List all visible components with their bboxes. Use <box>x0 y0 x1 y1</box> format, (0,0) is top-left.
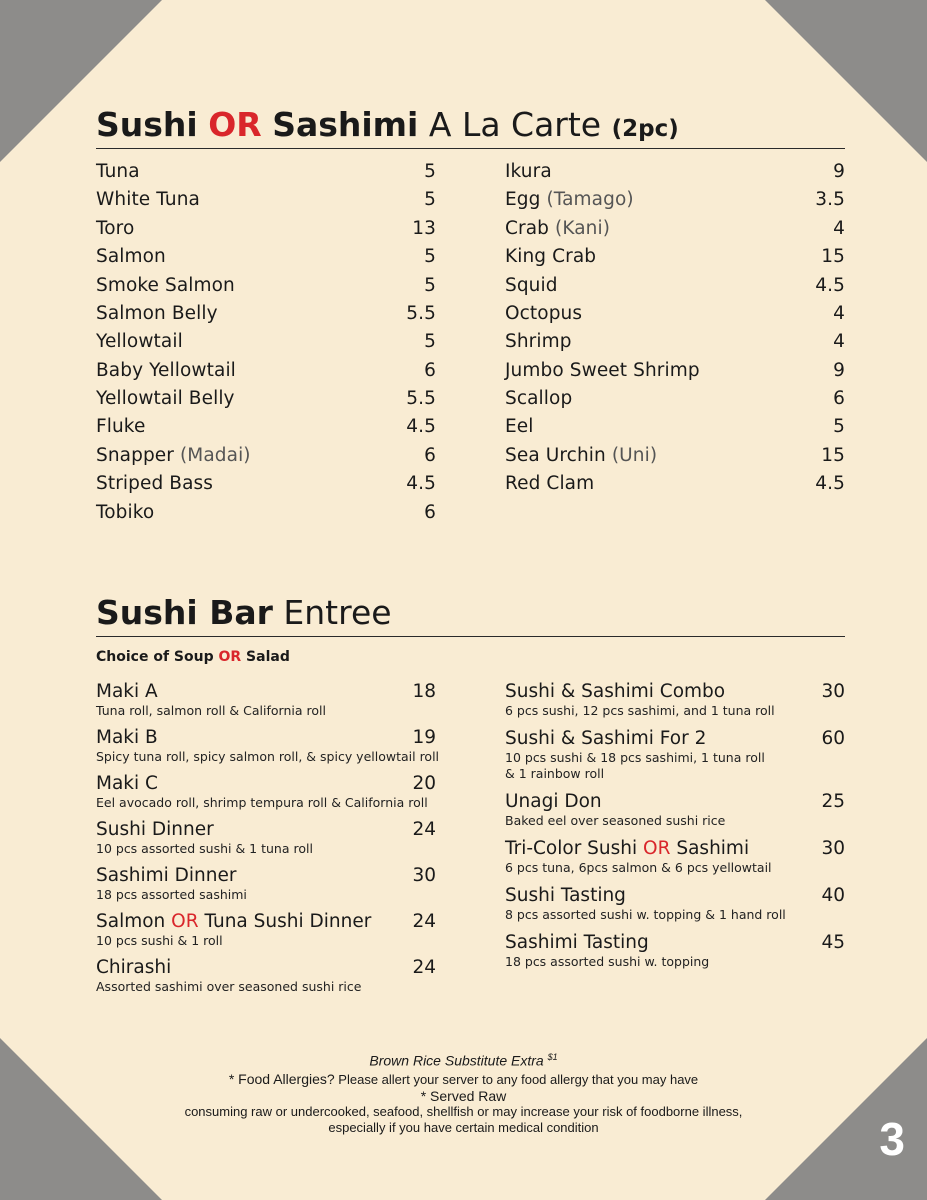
entree-left-column <box>96 680 440 1003</box>
entree-item <box>96 726 440 765</box>
item-name: Salmon Belly <box>96 302 218 324</box>
entree-header <box>96 865 436 887</box>
item-name: Snapper (Madai) <box>96 444 251 466</box>
item-price: 9 <box>833 359 845 381</box>
item-price: 4.5 <box>406 473 436 495</box>
entree-name: Sushi & Sashimi Combo <box>505 680 726 702</box>
entree-item <box>505 838 845 876</box>
menu-item <box>505 275 845 303</box>
entree-price: 18 <box>412 680 436 702</box>
entree-header <box>96 819 436 841</box>
item-name: Red Clam <box>505 473 595 495</box>
entree-name: Tri-Color Sushi OR Sashimi <box>505 837 750 859</box>
item-price: 5 <box>424 274 436 296</box>
menu-item <box>96 161 436 189</box>
entree-price: 25 <box>821 790 845 812</box>
item-name: Yellowtail Belly <box>96 388 235 410</box>
entree-price: 24 <box>412 818 436 840</box>
entree-item <box>505 728 845 782</box>
menu-item <box>96 360 436 388</box>
menu-item <box>505 473 845 501</box>
entree-header <box>96 911 436 933</box>
entree-price: 24 <box>412 910 436 932</box>
entree-description: 10 pcs sushi & 1 roll <box>96 932 223 948</box>
item-price: 13 <box>412 217 436 239</box>
entree-item <box>505 932 845 970</box>
entree-description: & 1 rainbow roll <box>505 765 605 781</box>
entree-right-column <box>505 681 845 1003</box>
menu-item <box>96 246 436 274</box>
entree-price: 30 <box>821 837 845 859</box>
entree-header <box>505 728 845 750</box>
item-name: Tobiko <box>96 501 155 523</box>
footer-notes <box>96 1049 831 1136</box>
item-name: White Tuna <box>96 189 200 211</box>
entree-item <box>96 957 436 995</box>
entree-price: 45 <box>821 931 845 953</box>
item-name: Eel <box>505 416 534 438</box>
entree-item <box>96 819 436 857</box>
entree-name: Sushi & Sashimi For 2 <box>505 727 707 749</box>
entree-name: Sushi Dinner <box>96 818 214 840</box>
entree-name: Unagi Don <box>505 790 602 812</box>
entree-item <box>96 865 436 903</box>
menu-item <box>505 189 845 217</box>
entree-header <box>96 957 436 979</box>
menu-item <box>505 445 845 473</box>
item-price: 9 <box>833 160 845 182</box>
entree-header <box>505 681 845 703</box>
item-price: 4.5 <box>815 473 845 495</box>
entree-description: 8 pcs assorted sushi w. topping & 1 hand roll <box>505 906 786 922</box>
item-price: 5.5 <box>406 388 436 410</box>
item-name: Toro <box>96 217 135 239</box>
menu-item <box>96 303 436 331</box>
entree-description: Baked eel over seasoned sushi rice <box>505 812 726 828</box>
item-note: (Tamago) <box>546 189 634 211</box>
entree-description: Assorted sashimi over seasoned sushi rice <box>96 978 362 994</box>
entree-section <box>96 594 845 1003</box>
item-price: 5.5 <box>406 302 436 324</box>
item-price: 5 <box>424 189 436 211</box>
a-la-carte-section <box>96 106 845 530</box>
item-name: Baby Yellowtail <box>96 359 236 381</box>
entree-name: Sashimi Tasting <box>505 931 649 953</box>
entree-header <box>96 773 436 795</box>
entree-name: Salmon OR Tuna Sushi Dinner <box>96 910 372 932</box>
served-raw-line: especially if you have certain medical condition <box>328 1119 599 1135</box>
item-name: Scallop <box>505 388 573 410</box>
entree-price: 19 <box>412 726 436 748</box>
item-name: Crab (Kani) <box>505 217 611 239</box>
entree-item <box>96 911 436 949</box>
menu-item <box>505 416 845 444</box>
entree-description: 18 pcs assorted sushi w. topping <box>505 953 710 969</box>
a-la-carte-right-column <box>505 161 845 530</box>
entree-description: Spicy tuna roll, spicy salmon roll, & spicy yellowtail roll <box>96 748 440 764</box>
menu-item <box>505 388 845 416</box>
item-price: 3.5 <box>815 189 845 211</box>
entree-description: Tuna roll, salmon roll & California roll <box>96 702 326 718</box>
entree-item <box>505 885 845 923</box>
entree-header <box>505 885 845 907</box>
item-name: Fluke <box>96 416 146 438</box>
item-name: Tuna <box>96 160 140 182</box>
item-note: (Kani) <box>555 217 611 239</box>
entree-name: Maki C <box>96 772 158 794</box>
item-price: 4 <box>833 217 845 239</box>
entree-title: Sushi Bar Entree <box>96 594 845 637</box>
page-number: 3 <box>879 1113 905 1165</box>
entree-price: 20 <box>412 772 436 794</box>
a-la-carte-left-column <box>96 161 436 530</box>
item-price: 6 <box>424 359 436 381</box>
menu-item <box>505 218 845 246</box>
menu-item <box>505 303 845 331</box>
entree-name: Maki B <box>96 726 158 748</box>
item-price: 6 <box>424 501 436 523</box>
item-name: Squid <box>505 274 558 296</box>
item-price: 15 <box>821 246 845 268</box>
item-name: Egg (Tamago) <box>505 189 634 211</box>
entree-name: Maki A <box>96 680 158 702</box>
entree-price: 30 <box>821 680 845 702</box>
entree-name: Sushi Tasting <box>505 884 626 906</box>
brown-rice-note: Brown Rice Substitute Extra $^{\$1}$ <box>369 1052 558 1069</box>
entree-header <box>505 791 845 813</box>
soup-salad-choice: Choice of Soup OR Salad <box>96 648 290 665</box>
item-price: 6 <box>833 388 845 410</box>
entree-header <box>96 681 436 703</box>
menu-item <box>505 246 845 274</box>
entree-description: Eel avocado roll, shrimp tempura roll & California roll <box>96 794 428 810</box>
menu-item <box>96 416 436 444</box>
entree-name: Chirashi <box>96 956 172 978</box>
item-price: 4.5 <box>406 416 436 438</box>
entree-name: Sashimi Dinner <box>96 864 237 886</box>
served-raw-heading: * Served Raw <box>420 1087 507 1104</box>
item-name: Jumbo Sweet Shrimp <box>505 359 700 381</box>
entree-header <box>505 838 845 860</box>
entree-description: 18 pcs assorted sashimi <box>96 886 247 902</box>
item-price: 5 <box>424 331 436 353</box>
menu-item <box>96 275 436 303</box>
menu-item <box>505 161 845 189</box>
item-name: King Crab <box>505 246 597 268</box>
entree-price: 24 <box>412 956 436 978</box>
served-raw-line: consuming raw or undercooked, seafood, shellfish or may increase your risk of foodborne illness, <box>184 1103 743 1119</box>
menu-item <box>96 473 436 501</box>
entree-description: 6 pcs sushi, 12 pcs sashimi, and 1 tuna roll <box>505 702 775 718</box>
entree-header <box>96 727 436 749</box>
item-name: Smoke Salmon <box>96 274 235 296</box>
menu-item <box>96 388 436 416</box>
entree-item <box>505 681 845 719</box>
a-la-carte-title: Sushi OR Sashimi A La Carte (2pc) <box>96 106 845 149</box>
menu-item <box>96 189 436 217</box>
item-price: 4 <box>833 302 845 324</box>
entree-description: 10 pcs assorted sushi & 1 tuna roll <box>96 840 313 856</box>
item-price: 5 <box>424 246 436 268</box>
entree-header <box>505 932 845 954</box>
allergy-note: * Food Allergies? Please allert your server to any food allergy that you may have <box>228 1070 699 1087</box>
item-note: (Uni) <box>611 444 658 466</box>
item-name: Striped Bass <box>96 473 213 495</box>
item-price: 4.5 <box>815 274 845 296</box>
item-name: Sea Urchin (Uni) <box>505 444 658 466</box>
item-name: Yellowtail <box>96 331 183 353</box>
item-price: 6 <box>424 444 436 466</box>
menu-item <box>96 331 436 359</box>
item-price: 15 <box>821 444 845 466</box>
item-price: 5 <box>424 160 436 182</box>
entree-description: 6 pcs tuna, 6pcs salmon & 6 pcs yellowtail <box>505 859 772 875</box>
menu-item <box>505 331 845 359</box>
menu-item <box>505 360 845 388</box>
entree-description: 10 pcs sushi & 18 pcs sashimi, 1 tuna roll <box>505 749 765 765</box>
entree-price: 30 <box>412 864 436 886</box>
item-price: 5 <box>833 416 845 438</box>
entree-item <box>96 681 436 719</box>
item-note: (Madai) <box>179 444 251 466</box>
item-name: Octopus <box>505 302 583 324</box>
menu-item <box>96 445 436 473</box>
item-name: Ikura <box>505 160 552 182</box>
entree-price: 40 <box>821 884 845 906</box>
entree-item <box>96 773 436 811</box>
entree-price: 60 <box>821 727 845 749</box>
item-name: Salmon <box>96 246 166 268</box>
menu-item <box>96 502 436 530</box>
entree-item <box>505 791 845 829</box>
item-price: 4 <box>833 331 845 353</box>
item-name: Shrimp <box>505 331 572 353</box>
menu-item <box>96 218 436 246</box>
